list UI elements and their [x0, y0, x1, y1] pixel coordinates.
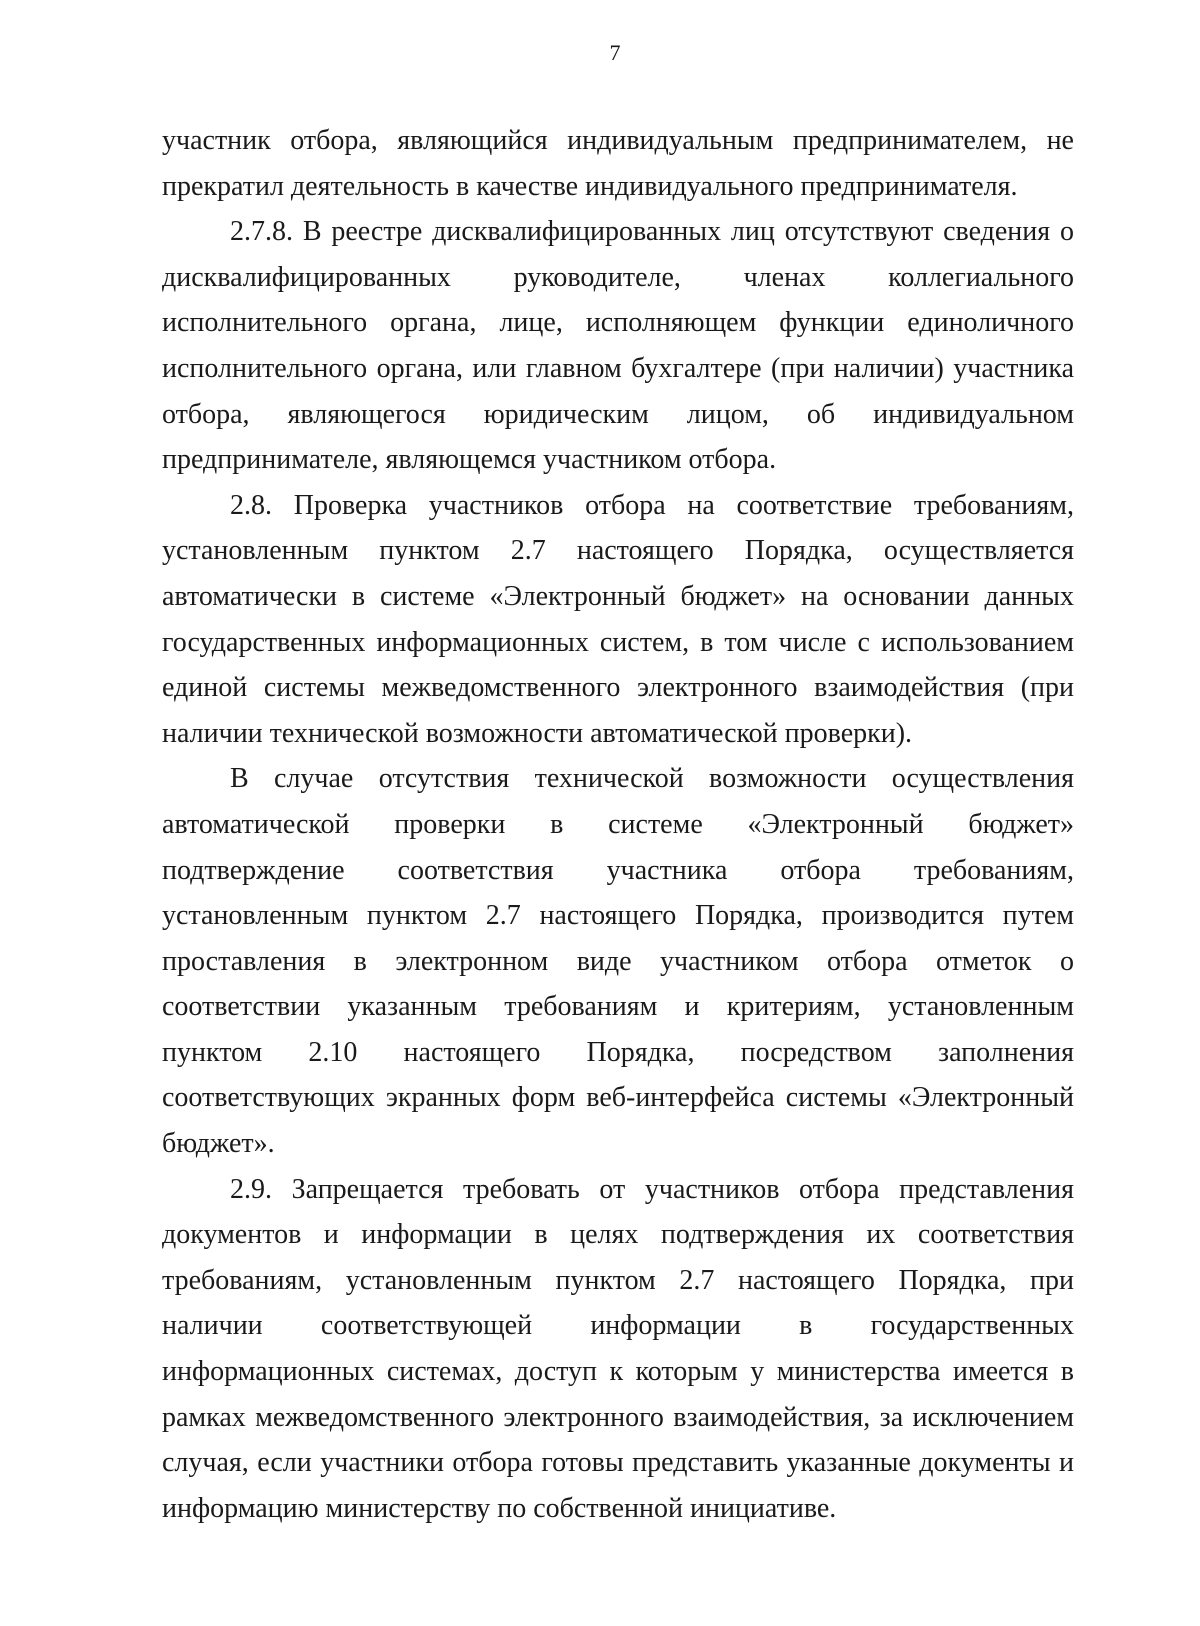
document-body: [162, 118, 1074, 1531]
paragraph-2-7-8: 2.7.8. В реестре дисквалифицированных лиц отсутствуют сведения о дисквалифицированных руководителе, членах коллегиального исполнительного органа, лице, исполняющем функции единоличного исполнительного органа, или главном бухгалтере (при наличии) участника отбора, являющегося юридическим лицом, об индивидуальном предпринимателе, являющемся участником отбора.: [162, 216, 1074, 476]
paragraph-2-9: 2.9. Запрещается требовать от участников отбора представления документов и информации в целях подтверждения их соответствия требованиям, установленным пунктом 2.7 настоящего Порядка, при наличии соответствующей информации в государственных информационных системах, доступ к которым у министерства имеется в рамках межведомственного электронного взаимодействия, за исключением случая, если участники отбора готовы представить указанные документы и информацию министерству по собственной инициативе.: [162, 1173, 1074, 1524]
paragraph-continuation: участник отбора, являющийся индивидуальным предпринимателем, не прекратил деятельность в качестве индивидуального предпринимателя.: [162, 125, 1074, 202]
paragraph-2-8-case: В случае отсутствия технической возможности осуществления автоматической проверки в системе «Электронный бюджет» подтверждение соответствия участника отбора требованиям, установленным пунктом 2.7 настоящего Порядка, производится путем проставления в электронном виде участником отбора отметок о соответствии указанным требованиям и критериям, установленным пунктом 2.10 настоящего Порядка, посредством заполнения соответствующих экранных форм веб-интерфейса системы «Электронный бюджет».: [162, 763, 1074, 1160]
paragraph-2-8: 2.8. Проверка участников отбора на соответствие требованиям, установленным пунктом 2.7 настоящего Порядка, осуществляется автоматически в системе «Электронный бюджет» на основании данных государственных информационных систем, в том числе с использованием единой системы межведомственного электронного взаимодействия (при наличии технической возможности автоматической проверки).: [162, 489, 1074, 749]
page-number: 7: [609, 40, 621, 65]
